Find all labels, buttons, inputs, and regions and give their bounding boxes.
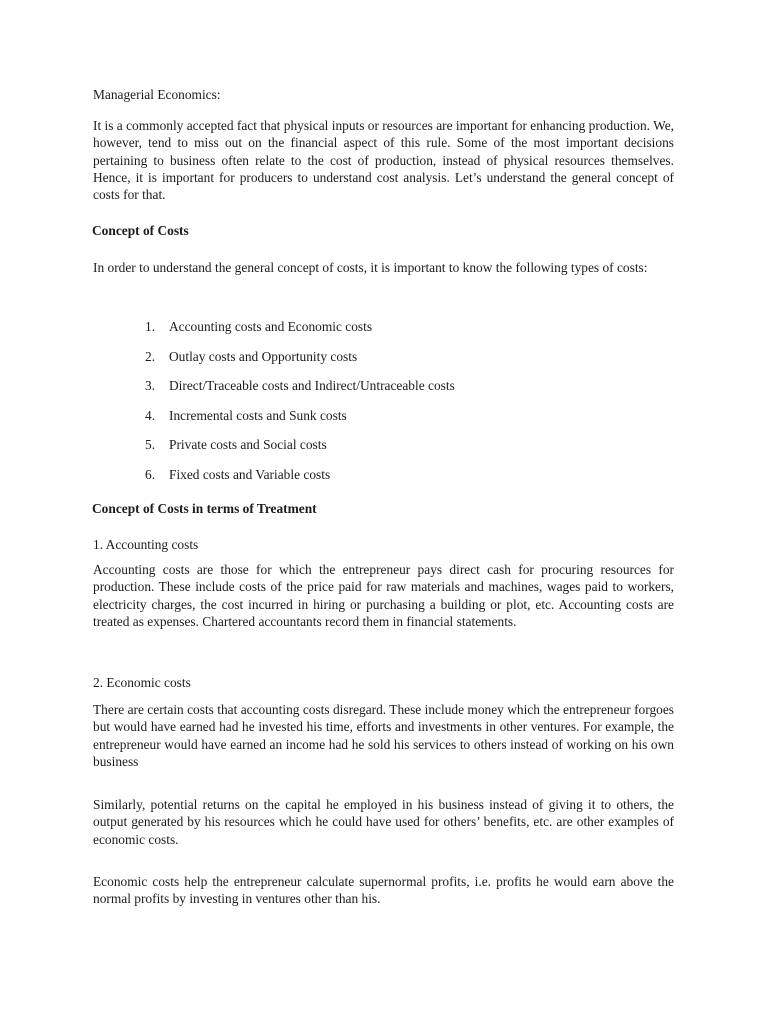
concept-of-costs-heading: Concept of Costs — [92, 223, 189, 238]
list-item-label: Accounting costs and Economic costs — [169, 319, 373, 334]
economic-costs-paragraph-2: Similarly, potential returns on the capital he employed in his business instead of giving it to others, the output generated by his resources which he could have used for others’ benefits, etc. are other examples of economic costs. — [93, 797, 674, 847]
list-item — [145, 406, 455, 436]
list-item — [145, 317, 455, 347]
list-item-number: 3. — [145, 378, 156, 393]
list-item — [145, 347, 455, 377]
accounting-costs-paragraph: Accounting costs are those for which the entrepreneur pays direct cash for procuring resources for production. These include costs of the price paid for raw materials and machines, wages paid to workers, electricity charges, the cost incurred in hiring or purchasing a building or plot, etc. Accounting costs are treated as expenses. Chartered accountants record them in financial statements. — [93, 562, 674, 629]
list-item-number: 5. — [145, 437, 156, 452]
list-item — [145, 435, 455, 465]
list-item — [145, 376, 455, 406]
cost-types-list — [145, 317, 455, 494]
concept-intro-paragraph: In order to understand the general concept of costs, it is important to know the following types of costs: — [93, 260, 648, 275]
economic-costs-subheading: 2. Economic costs — [93, 675, 191, 690]
list-item-label: Outlay costs and Opportunity costs — [169, 348, 358, 364]
list-item — [145, 465, 455, 495]
list-item-number: 4. — [145, 407, 156, 423]
document-title: Managerial Economics: — [93, 87, 221, 102]
intro-paragraph: It is a commonly accepted fact that physical inputs or resources are important for enhancing production. We, however, tend to miss out on the financial aspect of this rule. Some of the most important decisions pertaining to business often relate to the cost of production, instead of physical resources themselves. Hence, it is important for producers to understand cost analysis. Let’s understand the general concept of costs for that. — [93, 118, 674, 203]
economic-costs-paragraph-3: Economic costs help the entrepreneur calculate supernormal profits, i.e. profits he would earn above the normal profits by investing in ventures other than his. — [93, 874, 674, 907]
list-item-label: Direct/Traceable costs and Indirect/Untraceable costs — [169, 378, 455, 393]
list-item-label: Incremental costs and Sunk costs — [169, 407, 347, 423]
accounting-costs-subheading: 1. Accounting costs — [93, 537, 199, 552]
list-item-number: 1. — [145, 319, 156, 334]
list-item-number: 2. — [145, 348, 156, 364]
list-item-number: 6. — [145, 466, 156, 482]
list-item-label: Fixed costs and Variable costs — [169, 466, 331, 482]
economic-costs-paragraph-1: There are certain costs that accounting costs disregard. These include money which the entrepreneur forgoes but would have earned had he invested his time, efforts and investments in other ventures. For example, the entrepreneur would have earned an income had he sold his services to others instead of working on his own business — [93, 702, 674, 769]
treatment-heading: Concept of Costs in terms of Treatment — [92, 501, 317, 516]
list-item-label: Private costs and Social costs — [169, 437, 327, 452]
